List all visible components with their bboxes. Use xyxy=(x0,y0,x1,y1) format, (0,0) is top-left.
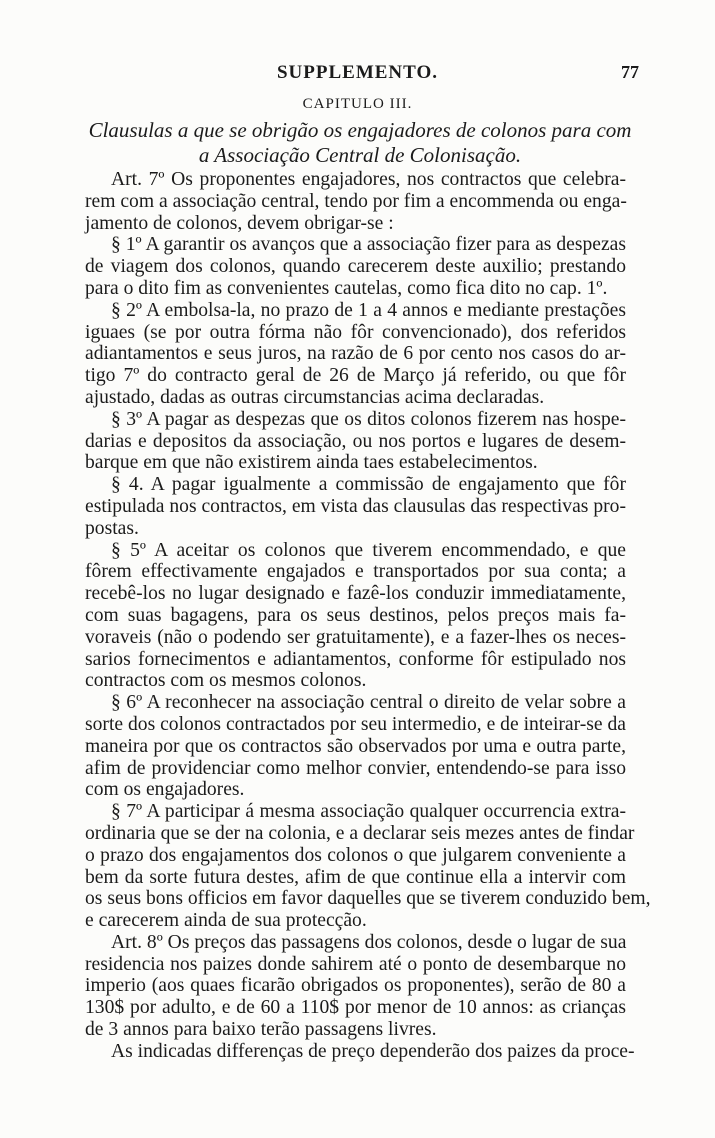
text-line: As indicadas differenças de preço dependerão dos paizes da proce- xyxy=(111,1040,635,1062)
text-line: § 6º A reconhecer na associação central o direito de velar sobre a xyxy=(111,692,626,714)
text-line: Art. 8º Os preços das passagens dos colonos, desde o lugar de sua xyxy=(111,931,627,953)
text-line: recebê-los no lugar designado e fazê-los conduzir immediatamente, xyxy=(85,583,626,605)
text-line: imperio (aos quaes ficarão obrigados os proponentes), serão de 80 a xyxy=(85,975,626,997)
paragraph xyxy=(59,932,626,1041)
paragraph xyxy=(59,300,626,409)
text-line: bem da sorte futura destes, afim de que continue ella a intervir com xyxy=(85,866,626,888)
text-line: postas. xyxy=(85,517,139,539)
text-line: iguaes (se por outra fórma não fôr convencionado), dos referidos xyxy=(85,321,626,343)
paragraph xyxy=(59,692,626,801)
text-line: § 2º A embolsa-la, no prazo de 1 a 4 annos e mediante prestações xyxy=(111,299,626,321)
running-head xyxy=(0,62,715,88)
text-line: de viagem dos colonos, quando carecerem deste auxilio; prestando xyxy=(85,256,626,278)
text-line: § 3º A pagar as despezas que os ditos colonos fizerem nas hospe- xyxy=(111,408,626,430)
text-line: § 1º A garantir os avanços que a associação fizer para as despezas xyxy=(111,234,626,256)
text-line: os seus bons officios em favor daquelles que se tiverem conduzido bem, xyxy=(85,888,651,910)
paragraph xyxy=(59,1040,635,1063)
paragraph xyxy=(59,169,626,234)
text-line: rem com a associação central, tendo por fim a encommenda ou enga- xyxy=(85,190,627,212)
text-line: com suas bagagens, para os seus destinos, pelos preços mais fa- xyxy=(85,604,626,626)
text-line: jamento de colonos, devem obrigar-se : xyxy=(85,212,394,234)
text-line: com os engajadores. xyxy=(85,779,245,801)
text-line: e carecerem ainda de sua protecção. xyxy=(85,910,367,932)
text-line: sorte dos colonos contractados por seu intermedio, e de inteirar-se da xyxy=(85,713,626,735)
text-line: residencia nos paizes donde sahirem até o ponto de desembarque no xyxy=(85,953,626,975)
text-line: tigo 7º do contracto geral de 26 de Março já referido, ou que fôr xyxy=(85,365,626,387)
text-line: § 5º A aceitar os colonos que tiverem encommendado, e que xyxy=(111,539,626,561)
text-line: adiantamentos e seus juros, na razão de 6 por cento nos casos do ar- xyxy=(85,343,626,365)
text-line: § 4. A pagar igualmente a commissão de engajamento que fôr xyxy=(111,474,626,496)
text-line: darias e depositos da associação, ou nos portos e lugares de desem- xyxy=(85,430,626,452)
page-number: 77 xyxy=(621,62,639,82)
body-text xyxy=(59,169,651,1063)
text-line: contractos com os mesmos colonos. xyxy=(85,670,367,692)
text-line: para o dito fim as convenientes cautelas, como fica dito no cap. 1º. xyxy=(85,277,608,299)
text-line: voraveis (não o podendo ser gratuitamente), e a fazer-lhes os neces- xyxy=(85,626,626,648)
text-line: Art. 7º Os proponentes engajadores, nos contractos que celebra- xyxy=(111,169,626,190)
chapter-heading: CAPITULO III. xyxy=(302,96,413,112)
subtitle-line: Clausulas a que se obrigão os engajadores de colonos para com xyxy=(88,118,632,142)
paragraph xyxy=(59,801,651,932)
text-line: sarios fornecimentos e adiantamentos, conforme fôr estipulado nos xyxy=(85,648,626,670)
text-line: ajustado, dadas as outras circumstancias acima declaradas. xyxy=(85,386,545,408)
text-line: ordinaria que se der na colonia, e a declarar seis mezes antes de findar xyxy=(85,822,635,844)
text-line: 130$ por adulto, e de 60 a 110$ por menor de 10 annos: as crianças xyxy=(85,997,626,1019)
text-line: de 3 annos para baixo terão passagens livres. xyxy=(85,1019,437,1041)
subtitle-line: a Associação Central de Colonisação. xyxy=(198,143,522,167)
paragraph xyxy=(59,234,626,299)
text-line: o prazo dos engajamentos dos colonos o que julgarem conveniente a xyxy=(85,844,626,866)
text-line: fôrem effectivamente engajados e transportados por sua conta; a xyxy=(85,561,626,583)
paragraph xyxy=(59,474,626,539)
paragraph xyxy=(59,540,626,693)
text-line: maneira por que os contractos são observados por uma e outra parte, xyxy=(85,735,626,757)
paragraph xyxy=(59,409,626,474)
section-subtitle xyxy=(60,118,660,168)
text-line: estipulada nos contractos, em vista das clausulas das respectivas pro- xyxy=(85,495,626,517)
running-head-title: SUPPLEMENTO. xyxy=(276,62,439,83)
text-line: afim de providenciar como melhor convier, entendendo-se para isso xyxy=(85,757,626,779)
text-line: § 7º A participar á mesma associação qualquer occurrencia extra- xyxy=(111,801,626,823)
text-line: barque em que não existirem ainda taes estabelecimentos. xyxy=(85,452,538,474)
